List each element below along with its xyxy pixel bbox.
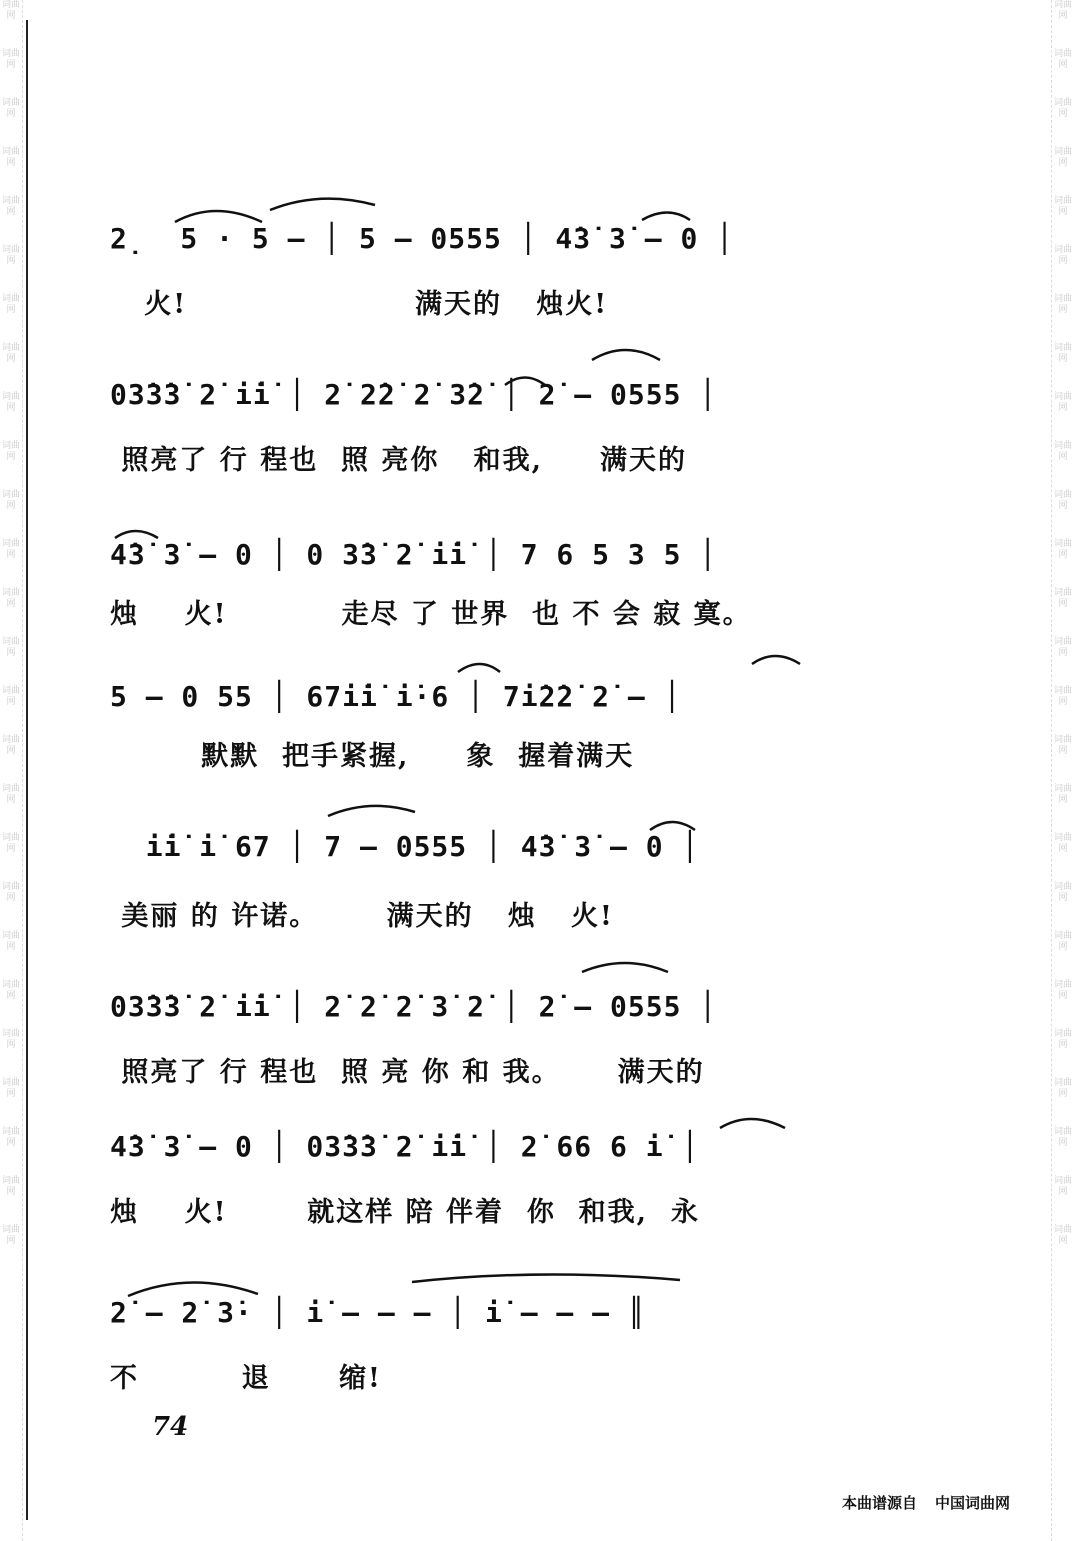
- watermark-text: 词曲网: [1053, 245, 1072, 266]
- watermark-text: 词曲网: [1053, 294, 1072, 315]
- notation-row-4: 5 — 0 55 │ 67i̇i̇ i̇·6 │ 7i̇2̇2̇ 2̇ — │: [110, 680, 682, 713]
- watermark-text: 词曲网: [1053, 147, 1072, 168]
- watermark-text: 词曲网: [1053, 882, 1072, 903]
- watermark-text: 词曲网: [1, 882, 20, 903]
- watermark-text: 词曲网: [1053, 931, 1072, 952]
- watermark-text: 词曲网: [1053, 1127, 1072, 1148]
- notation-row-8: 2̇ — 2̇ 3̇· │ i̇ — — — │ i̇ — — — ║: [110, 1296, 646, 1329]
- watermark-text: 词曲网: [1053, 343, 1072, 364]
- watermark-text: 词曲网: [1, 931, 20, 952]
- watermark-text: 词曲网: [1053, 0, 1072, 21]
- watermark-text: 词曲网: [1, 441, 20, 462]
- watermark-text: 词曲网: [1, 539, 20, 560]
- watermark-text: 词曲网: [1053, 392, 1072, 413]
- lyric-row-4: 默默 把手紧握, 象 握着满天: [110, 741, 635, 772]
- watermark-text: 词曲网: [1, 98, 20, 119]
- watermark-text: 词曲网: [1053, 490, 1072, 511]
- watermark-text: 词曲网: [1, 245, 20, 266]
- watermark-text: 词曲网: [1053, 1176, 1072, 1197]
- watermark-text: 词曲网: [1053, 49, 1072, 70]
- notation-row-6: 03̇3̇3̇ 2̇ i̇i̇ │ 2̇ 2̇ 2̇ 3̇ 2̇ │ 2̇ — 0555 │: [110, 990, 718, 1023]
- watermark-text: 词曲网: [1053, 637, 1072, 658]
- watermark-text: 词曲网: [1, 1225, 20, 1246]
- watermark-text: 词曲网: [1053, 1029, 1072, 1050]
- watermark-text: 词曲网: [1, 294, 20, 315]
- lyric-row-3: 烛 火! 走尽 了 世界 也 不 会 寂 寞。: [110, 599, 752, 630]
- watermark-text: 词曲网: [1, 735, 20, 756]
- watermark-text: 词曲网: [1053, 980, 1072, 1001]
- watermark-text: 词曲网: [1053, 784, 1072, 805]
- watermark-text: 词曲网: [1053, 833, 1072, 854]
- source-label: 本曲谱源自: [842, 1494, 918, 1512]
- watermark-text: 词曲网: [1, 490, 20, 511]
- watermark-text: 词曲网: [1, 196, 20, 217]
- watermark-text: 词曲网: [1, 833, 20, 854]
- page-number: 74: [152, 1412, 189, 1442]
- lyric-row-8: 不 退 缩!: [110, 1363, 382, 1394]
- watermark-text: 词曲网: [1, 1078, 20, 1099]
- watermark-text: 词曲网: [1, 343, 20, 364]
- watermark-text: 词曲网: [1, 392, 20, 413]
- watermark-text: 词曲网: [1, 588, 20, 609]
- watermark-text: 词曲网: [1053, 1225, 1072, 1246]
- watermark-text: 词曲网: [1, 1029, 20, 1050]
- watermark-text: 词曲网: [1053, 735, 1072, 756]
- watermark-text: 词曲网: [1, 980, 20, 1001]
- watermark-text: 词曲网: [1053, 686, 1072, 707]
- watermark-text: 词曲网: [1053, 98, 1072, 119]
- watermark-text: 词曲网: [1053, 539, 1072, 560]
- notation-row-1: 2̣ 5 · 5 — │ 5 — 0555 │ 4̇3̇ 3̇ — 0 │: [110, 222, 735, 255]
- watermark-text: 词曲网: [1053, 196, 1072, 217]
- notation-row-5: i̇i̇ i̇ 67 │ 7 — 0555 │ 4̇3̇ 3̇ — 0 │: [110, 830, 700, 863]
- lyric-row-7: 烛 火! 就这样 陪 伴着 你 和我, 永: [110, 1197, 700, 1228]
- notation-row-2: 03̇3̇3̇ 2̇ i̇i̇ │ 2̇ 2̇2̇ 2̇ 3̇2̇ │ 2̇ — 0555 │: [110, 378, 718, 411]
- watermark-text: 词曲网: [1, 1127, 20, 1148]
- notation-row-7: 4̇3̇ 3̇ — 0 │ 03̇3̇3̇ 2̇ i̇i̇ │ 2̇ 66 6 i̇ │: [110, 1130, 700, 1163]
- source-credit: [842, 1492, 1010, 1513]
- watermark-text: 词曲网: [1, 784, 20, 805]
- watermark-text: 词曲网: [1, 49, 20, 70]
- watermark-text: 词曲网: [1053, 588, 1072, 609]
- watermark-text: 词曲网: [1053, 441, 1072, 462]
- watermark-text: 词曲网: [1, 1176, 20, 1197]
- watermark-text: 词曲网: [1, 637, 20, 658]
- lyric-row-1: 火! 满天的 烛火!: [110, 289, 609, 320]
- notation-row-3: 4̇3̇ 3̇ — 0 │ 0 3̇3̇ 2̇ i̇i̇ │ 7 6 5 3 5 │: [110, 538, 718, 571]
- lyric-row-5: 美丽 的 许诺。 满天的 烛 火!: [110, 901, 614, 932]
- watermark-text: 词曲网: [1, 686, 20, 707]
- lyric-row-6: 照亮了 行 程也 照 亮 你 和 我。 满天的: [110, 1057, 705, 1088]
- watermark-text: 词曲网: [1, 0, 20, 21]
- lyric-row-2: 照亮了 行 程也 照 亮你 和我, 满天的: [110, 445, 687, 476]
- source-site: 中国词曲网: [935, 1494, 1011, 1512]
- watermark-text: 词曲网: [1, 147, 20, 168]
- watermark-text: 词曲网: [1053, 1078, 1072, 1099]
